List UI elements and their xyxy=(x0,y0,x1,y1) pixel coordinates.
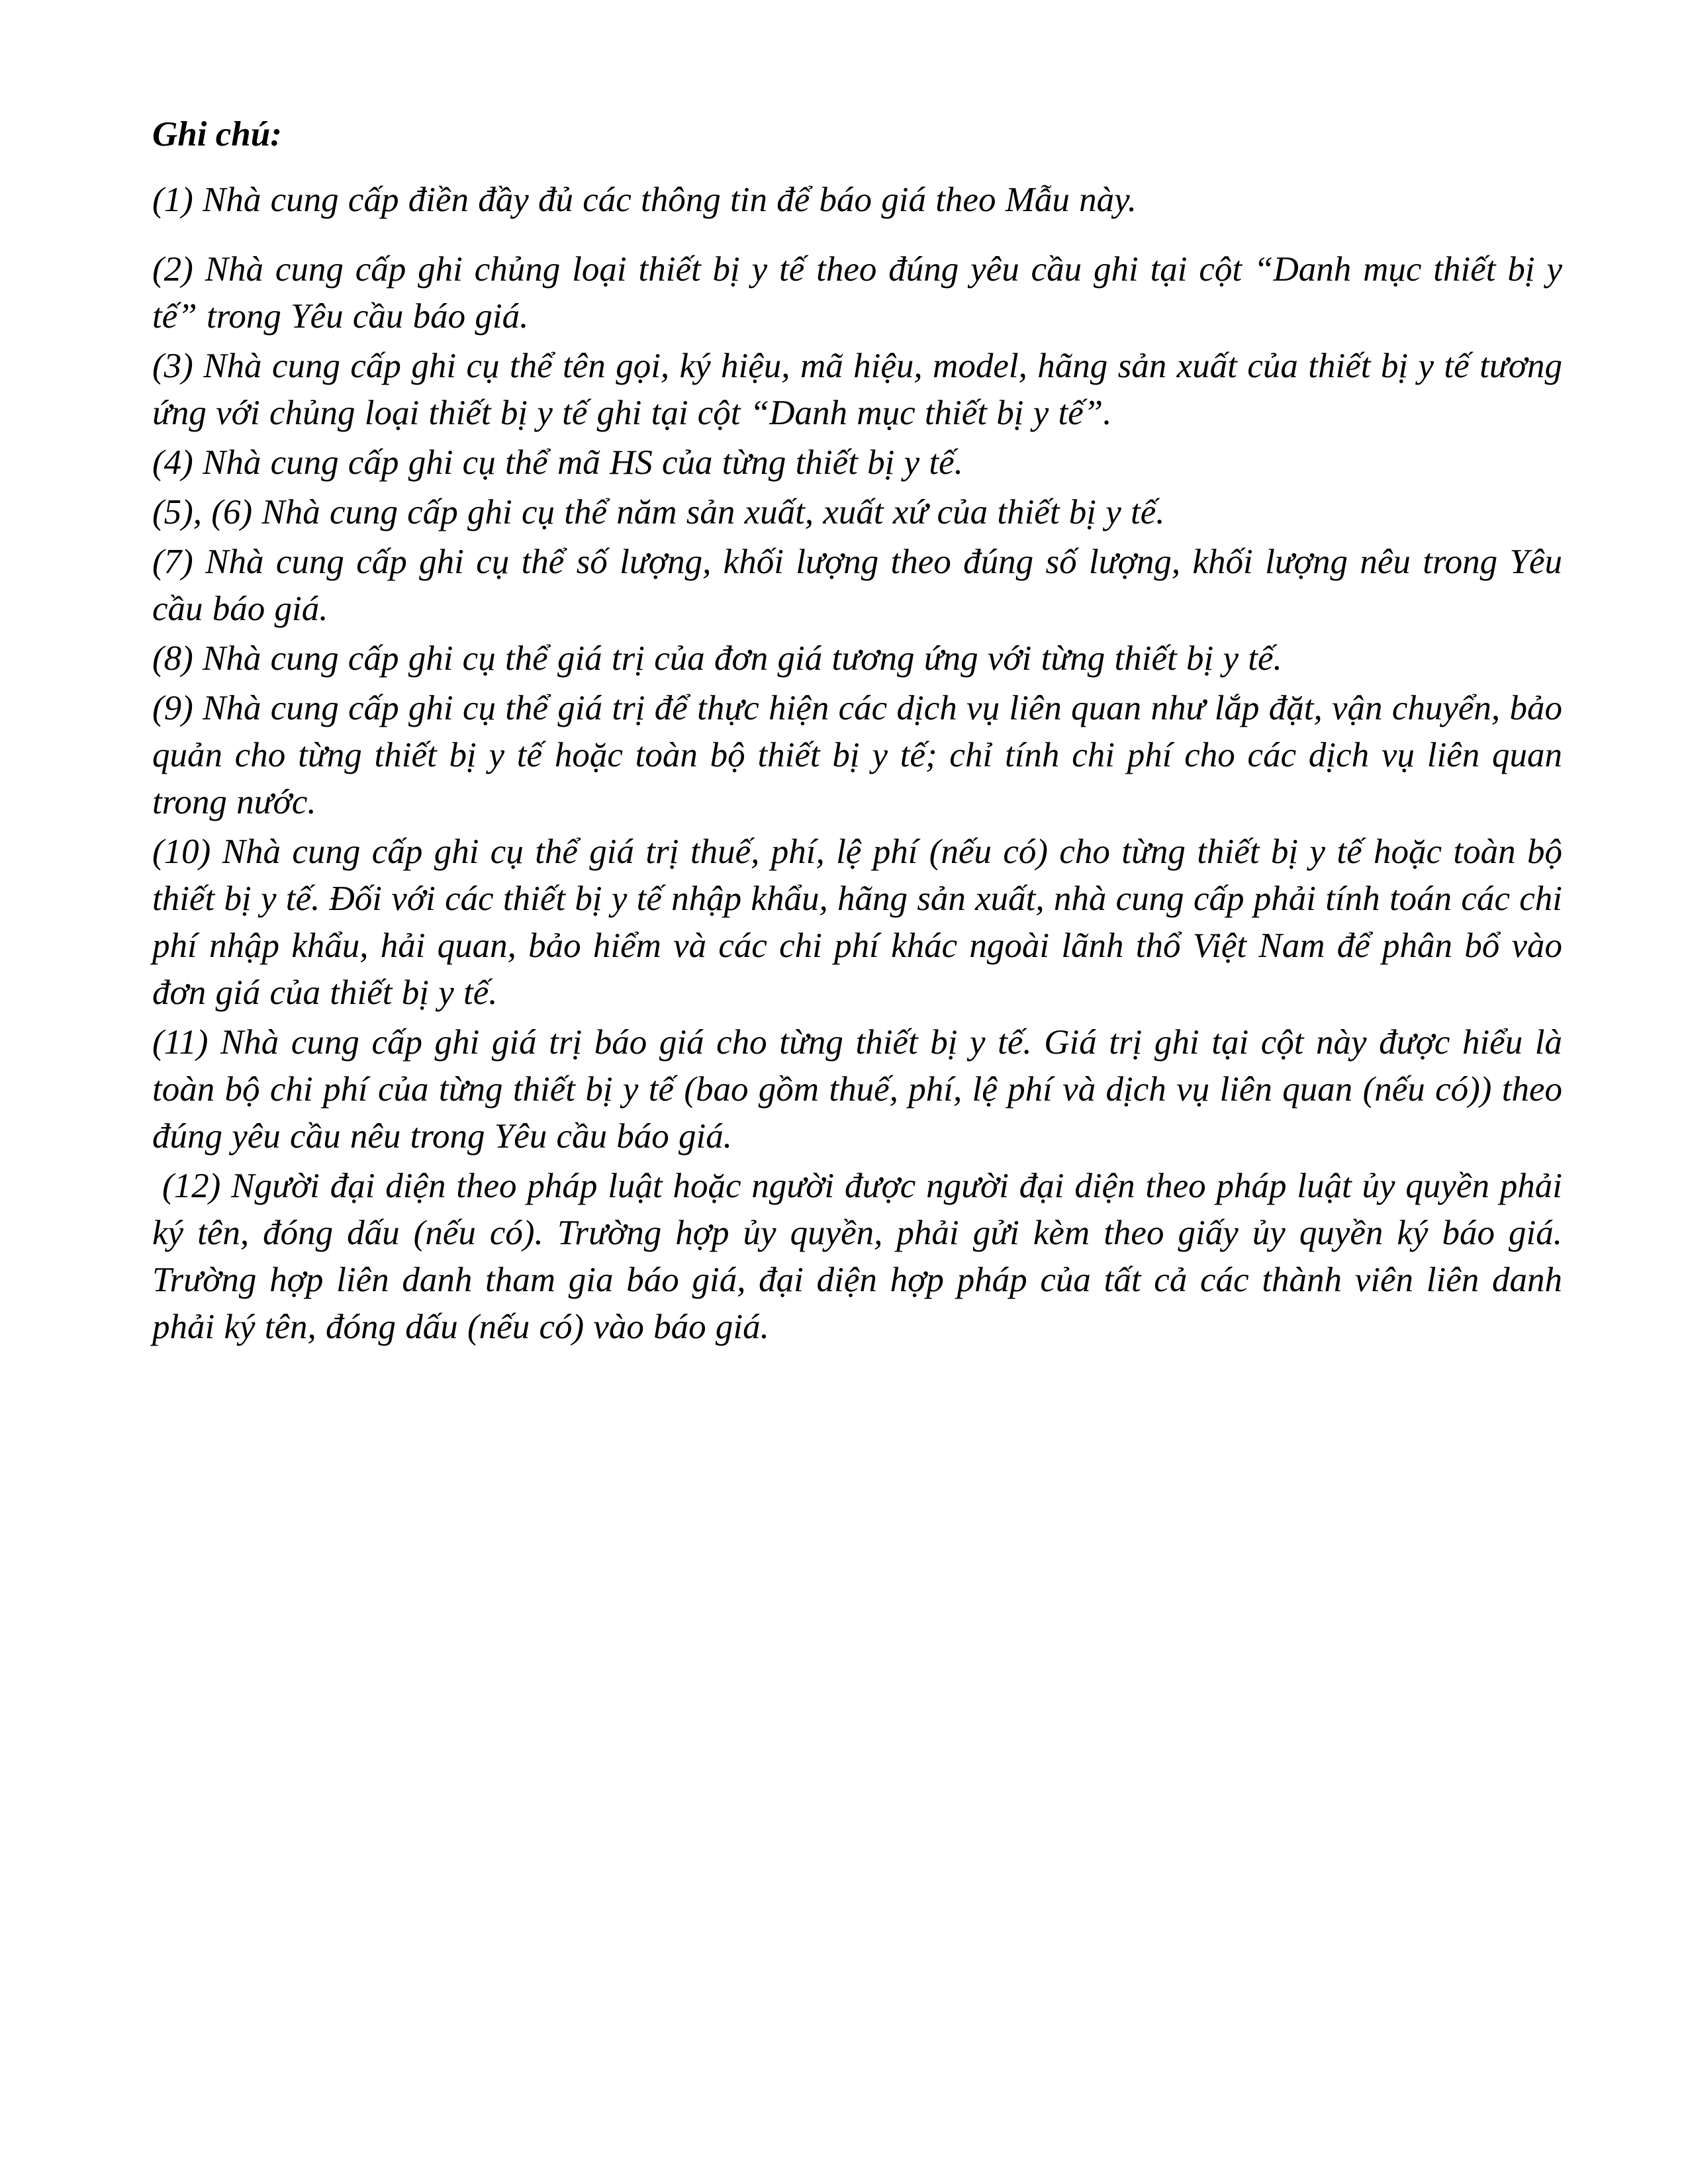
note-paragraph-7: (7) Nhà cung cấp ghi cụ thể số lượng, khối lượng theo đúng số lượng, khối lượng nêu trong Yêu cầu báo giá. xyxy=(152,543,1562,628)
note-paragraph-3: (3) Nhà cung cấp ghi cụ thể tên gọi, ký hiệu, mã hiệu, model, hãng sản xuất của thiết bị y tế tương ứng với chủng loại thiết bị y tế ghi tại cột “Danh mục thiết bị y tế”. xyxy=(152,347,1562,432)
notes-section-title: Ghi chú: xyxy=(152,115,282,154)
note-paragraph-11: (11) Nhà cung cấp ghi giá trị báo giá cho từng thiết bị y tế. Giá trị ghi tại cột này được hiểu là toàn bộ chi phí của từng thiết bị y tế (bao gồm thuế, phí, lệ phí và dịch vụ liên quan (nếu có)) theo đúng yêu cầu nêu trong Yêu cầu báo giá. xyxy=(152,1023,1562,1156)
note-paragraph-4: (4) Nhà cung cấp ghi cụ thể mã HS của từng thiết bị y tế. xyxy=(152,443,963,482)
note-paragraph-2: (2) Nhà cung cấp ghi chủng loại thiết bị y tế theo đúng yêu cầu ghi tại cột “Danh mục thiết bị y tế” trong Yêu cầu báo giá. xyxy=(152,250,1562,336)
note-paragraph-9: (9) Nhà cung cấp ghi cụ thể giá trị để thực hiện các dịch vụ liên quan như lắp đặt, vận chuyển, bảo quản cho từng thiết bị y tế hoặc toàn bộ thiết bị y tế; chỉ tính chi phí cho các dịch vụ liên quan trong nước. xyxy=(152,689,1562,821)
note-paragraph-12: (12) Người đại diện theo pháp luật hoặc người được người đại diện theo pháp luật ủy quyền phải ký tên, đóng dấu (nếu có). Trường hợp ủy quyền, phải gửi kèm theo giấy ủy quyền ký báo giá. Trường hợp liên danh tham gia báo giá, đại diện hợp pháp của tất cả các thành viên liên danh phải ký tên, đóng dấu (nếu có) vào báo giá. xyxy=(152,1167,1562,1346)
note-paragraph-8: (8) Nhà cung cấp ghi cụ thể giá trị của đơn giá tương ứng với từng thiết bị y tế. xyxy=(152,639,1282,678)
note-paragraph-10: (10) Nhà cung cấp ghi cụ thể giá trị thuế, phí, lệ phí (nếu có) cho từng thiết bị y tế hoặc toàn bộ thiết bị y tế. Đối với các thiết bị y tế nhập khẩu, hãng sản xuất, nhà cung cấp phải tính toán các chi phí nhập khẩu, hải quan, bảo hiểm và các chi phí khác ngoài lãnh thổ Việt Nam để phân bổ vào đơn giá của thiết bị y tế. xyxy=(152,833,1562,1012)
note-paragraph-5-6: (5), (6) Nhà cung cấp ghi cụ thể năm sản xuất, xuất xứ của thiết bị y tế. xyxy=(152,493,1165,531)
note-paragraph-1: (1) Nhà cung cấp điền đầy đủ các thông tin để báo giá theo Mẫu này. xyxy=(152,181,1137,219)
